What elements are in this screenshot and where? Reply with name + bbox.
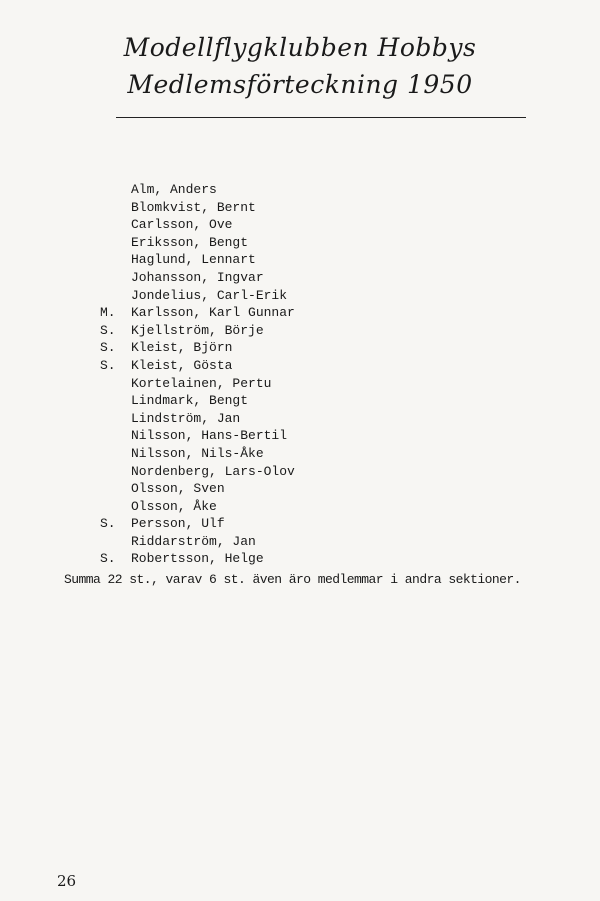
list-item: [0, 410, 600, 428]
member-section-mark: S.: [100, 340, 116, 356]
list-item: [0, 234, 600, 252]
list-item: [0, 269, 600, 287]
member-name: Robertsson, Helge: [131, 551, 264, 567]
member-name: Riddarström, Jan: [131, 533, 256, 549]
list-item: [0, 251, 600, 269]
member-section-mark: M.: [100, 305, 116, 321]
member-name: Eriksson, Bengt: [131, 234, 249, 250]
member-name: Olsson, Sven: [131, 481, 225, 497]
member-list: [0, 181, 600, 568]
member-name: Jondelius, Carl-Erik: [131, 287, 288, 303]
member-summary: Summa 22 st., varav 6 st. även äro medlemmar i andra sektioner.: [64, 572, 521, 587]
title-rule-divider: [116, 117, 526, 118]
member-name: Kleist, Björn: [131, 340, 233, 356]
member-name: Olsson, Åke: [131, 498, 217, 514]
list-item: [0, 322, 600, 340]
list-item: [0, 339, 600, 357]
list-item: [0, 427, 600, 445]
list-item: [0, 199, 600, 217]
member-section-mark: S.: [100, 322, 116, 338]
member-section-mark: S.: [100, 516, 116, 532]
member-name: Karlsson, Karl Gunnar: [131, 305, 295, 321]
member-name: Nilsson, Nils-Åke: [131, 445, 264, 461]
list-item: [0, 216, 600, 234]
list-item: [0, 480, 600, 498]
page-title-line-2: Medlemsförteckning 1950: [127, 70, 473, 99]
list-item: [0, 498, 600, 516]
member-name: Kjellström, Börje: [131, 322, 264, 338]
page-title-line-1: Modellflygklubben Hobbys: [123, 33, 477, 62]
list-item: [0, 463, 600, 481]
member-name: Lindström, Jan: [131, 410, 241, 426]
list-item: [0, 357, 600, 375]
member-name: Johansson, Ingvar: [131, 269, 264, 285]
page-number: 26: [57, 872, 77, 890]
member-section-mark: S.: [100, 551, 116, 567]
list-item: [0, 515, 600, 533]
member-name: Kortelainen, Pertu: [131, 375, 272, 391]
member-name: Carlsson, Ove: [131, 217, 233, 233]
list-item: [0, 181, 600, 199]
member-name: Blomkvist, Bernt: [131, 199, 256, 215]
member-name: Nilsson, Hans-Bertil: [131, 428, 288, 444]
member-name: Persson, Ulf: [131, 516, 225, 532]
member-name: Nordenberg, Lars-Olov: [131, 463, 295, 479]
list-item: [0, 287, 600, 305]
list-item: [0, 550, 600, 568]
list-item: [0, 533, 600, 551]
member-name: Haglund, Lennart: [131, 252, 256, 268]
list-item: [0, 445, 600, 463]
member-name: Lindmark, Bengt: [131, 393, 249, 409]
member-name: Alm, Anders: [131, 182, 217, 197]
member-section-mark: S.: [100, 357, 116, 373]
member-name: Kleist, Gösta: [131, 357, 233, 373]
list-item: [0, 392, 600, 410]
list-item: [0, 304, 600, 322]
list-item: [0, 375, 600, 393]
